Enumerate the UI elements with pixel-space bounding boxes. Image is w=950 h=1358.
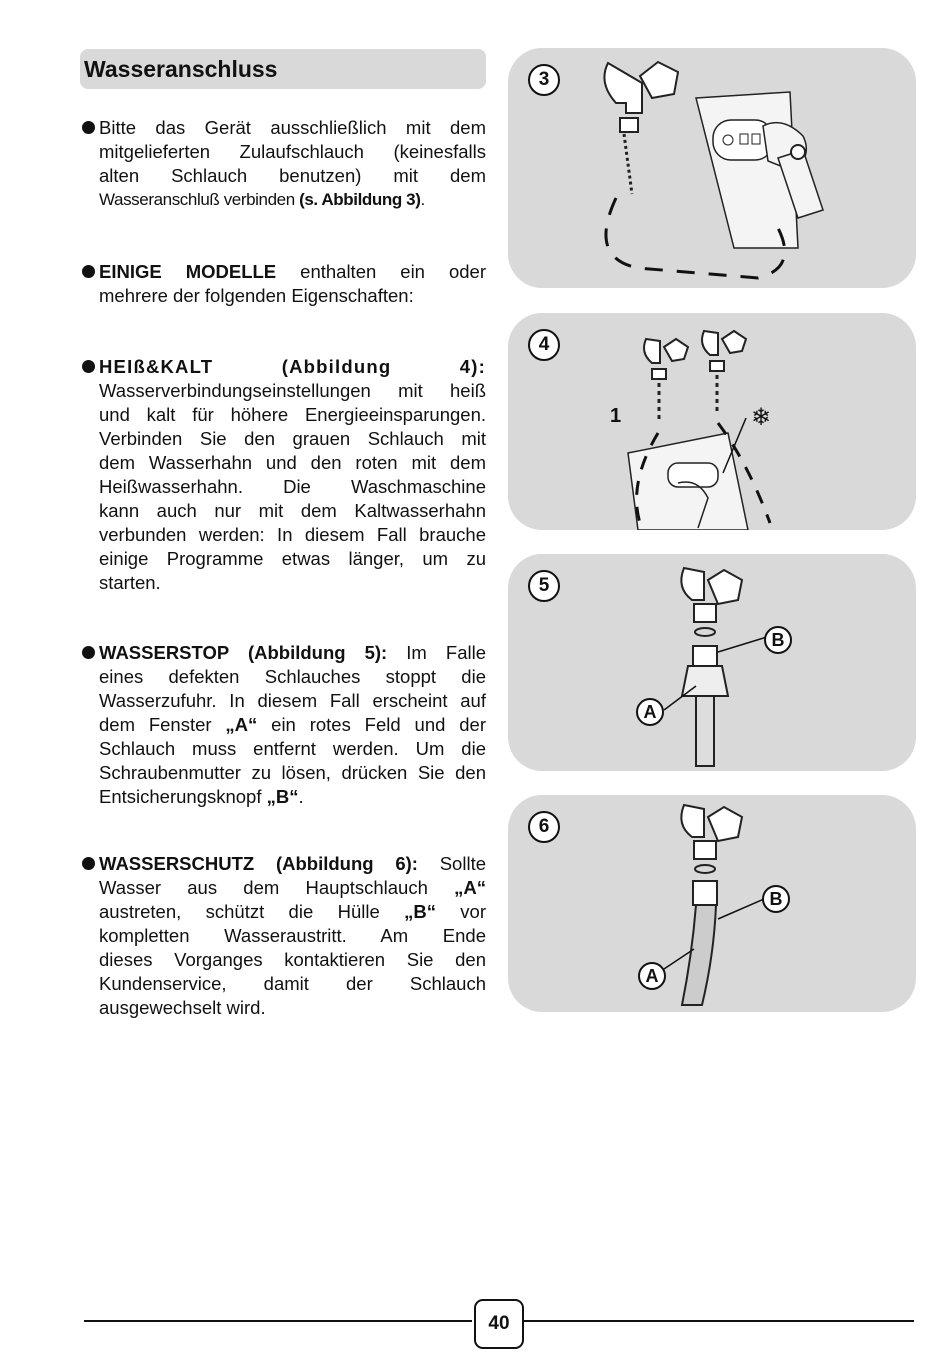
text-line: Schraubenmutter zu lösen, drücken Sie den xyxy=(99,762,486,783)
label-a: A xyxy=(636,698,664,726)
text-run: Wasser aus dem Hauptschlauch xyxy=(99,877,455,898)
figure-3-panel xyxy=(508,48,916,288)
text-line: einige Programme etwas länger, um zu xyxy=(99,548,486,569)
text-line: verbunden werden: In diesem Fall brauche xyxy=(99,524,486,545)
figure-reference: (s. Abbildung 3) xyxy=(299,190,421,209)
hot-cold-taps-illustration xyxy=(508,313,916,530)
text-line: eines defekten Schlauches stoppt die xyxy=(99,666,486,687)
bold-heading: WASSERSTOP (Abbildung 5): xyxy=(99,642,388,663)
section-title-box xyxy=(80,49,486,89)
figure-number-badge: 3 xyxy=(528,64,560,96)
label-reference: „B“ xyxy=(266,786,299,807)
text-line: starten. xyxy=(99,572,161,593)
bullet-dot xyxy=(82,646,95,659)
tap-right xyxy=(702,331,746,371)
figure-5-panel xyxy=(508,554,916,771)
text-line: Verbinden Sie den grauen Schlauch mit xyxy=(99,428,486,449)
text-run: austreten, schützt die Hülle xyxy=(99,901,405,922)
text-run: dem Fenster xyxy=(99,714,226,735)
label-reference: „A“ xyxy=(225,714,258,735)
text-run: ein rotes Feld und der xyxy=(257,714,486,735)
text-line xyxy=(99,900,486,924)
bold-heading: EINIGE MODELLE xyxy=(99,261,277,282)
text-line: kompletten Wasseraustritt. Am Ende xyxy=(99,925,486,946)
text-run: vor xyxy=(435,901,486,922)
text-line xyxy=(99,260,486,284)
figure-number-badge: 5 xyxy=(528,570,560,602)
hose-connection-illustration xyxy=(508,48,916,288)
bold-heading: WASSERSCHUTZ (Abbildung 6): xyxy=(99,853,418,874)
text-line xyxy=(99,852,486,876)
bullet-dot xyxy=(82,265,95,278)
text-line: mehrere der folgenden Eigenschaften: xyxy=(99,285,414,306)
text-line xyxy=(99,713,486,737)
figure-4-panel xyxy=(508,313,916,530)
text-line xyxy=(99,785,486,809)
text-line xyxy=(99,876,486,900)
label-b: B xyxy=(764,626,792,654)
waterstop-illustration xyxy=(508,554,916,771)
label-reference: „A“ xyxy=(454,877,486,898)
text-line xyxy=(99,641,486,665)
footer-rule-left xyxy=(84,1320,472,1322)
bullet-original-hose xyxy=(82,116,486,212)
text-run: Sollte xyxy=(417,853,486,874)
text-line: Bitte das Gerät ausschließlich mit dem xyxy=(99,117,486,138)
text-line: Heißwasserhahn. Die Waschmaschine xyxy=(99,476,486,497)
bullet-some-models xyxy=(82,260,486,308)
text-run: Im Falle xyxy=(387,642,486,663)
bullet-hot-cold xyxy=(82,355,486,595)
text-line: Wasserzufuhr. In diesem Fall erscheint auf xyxy=(99,690,486,711)
text-run: . xyxy=(420,190,425,209)
bullet-waterprotect xyxy=(82,852,486,1020)
text-line: dem Wasserhahn und den roten mit dem xyxy=(99,452,486,473)
bullet-dot xyxy=(82,121,95,134)
bullet-waterstop xyxy=(82,641,486,809)
bold-heading: HEIß&KALT (Abbildung 4): xyxy=(99,356,486,377)
text-line: und kalt für höhere Energieeinsparungen. xyxy=(99,404,486,425)
footer-rule-right xyxy=(522,1320,914,1322)
figure-number-badge: 4 xyxy=(528,329,560,361)
page-number: 40 xyxy=(474,1299,524,1349)
text-line: alten Schlauch benutzen) mit dem xyxy=(99,165,486,186)
text-line: dieses Vorganges kontaktieren Sie den xyxy=(99,949,486,970)
text-line: mitgelieferten Zulaufschlauch (keinesfalls xyxy=(99,141,486,162)
text-line: Kundenservice, damit der Schlauch xyxy=(99,973,486,994)
tap-left xyxy=(644,339,688,379)
text-line xyxy=(99,188,486,212)
figure-6-panel xyxy=(508,795,916,1012)
text-run: Wasseranschluß verbinden xyxy=(99,190,300,209)
text-run: . xyxy=(298,786,304,807)
snowflake-icon: ❄ xyxy=(751,404,772,431)
text-run: Entsicherungsknopf xyxy=(99,786,267,807)
label-b: B xyxy=(762,885,790,913)
bullet-dot xyxy=(82,857,95,870)
hot-label-1: 1 xyxy=(610,405,622,427)
section-title: Wasseranschluss xyxy=(84,56,278,82)
label-reference: „B“ xyxy=(404,901,436,922)
bullet-dot xyxy=(82,360,95,373)
text-line: Schlauch muss entfernt werden. Um die xyxy=(99,738,486,759)
text-line: ausgewechselt wird. xyxy=(99,997,266,1018)
text-line: kann auch nur mit dem Kaltwasserhahn xyxy=(99,500,486,521)
figure-number-badge: 6 xyxy=(528,811,560,843)
waterprotect-illustration xyxy=(508,795,916,1012)
text-line: Wasserverbindungseinstellungen mit heiß xyxy=(99,380,486,401)
text-run: enthalten ein oder xyxy=(276,261,486,282)
label-a: A xyxy=(638,962,666,990)
